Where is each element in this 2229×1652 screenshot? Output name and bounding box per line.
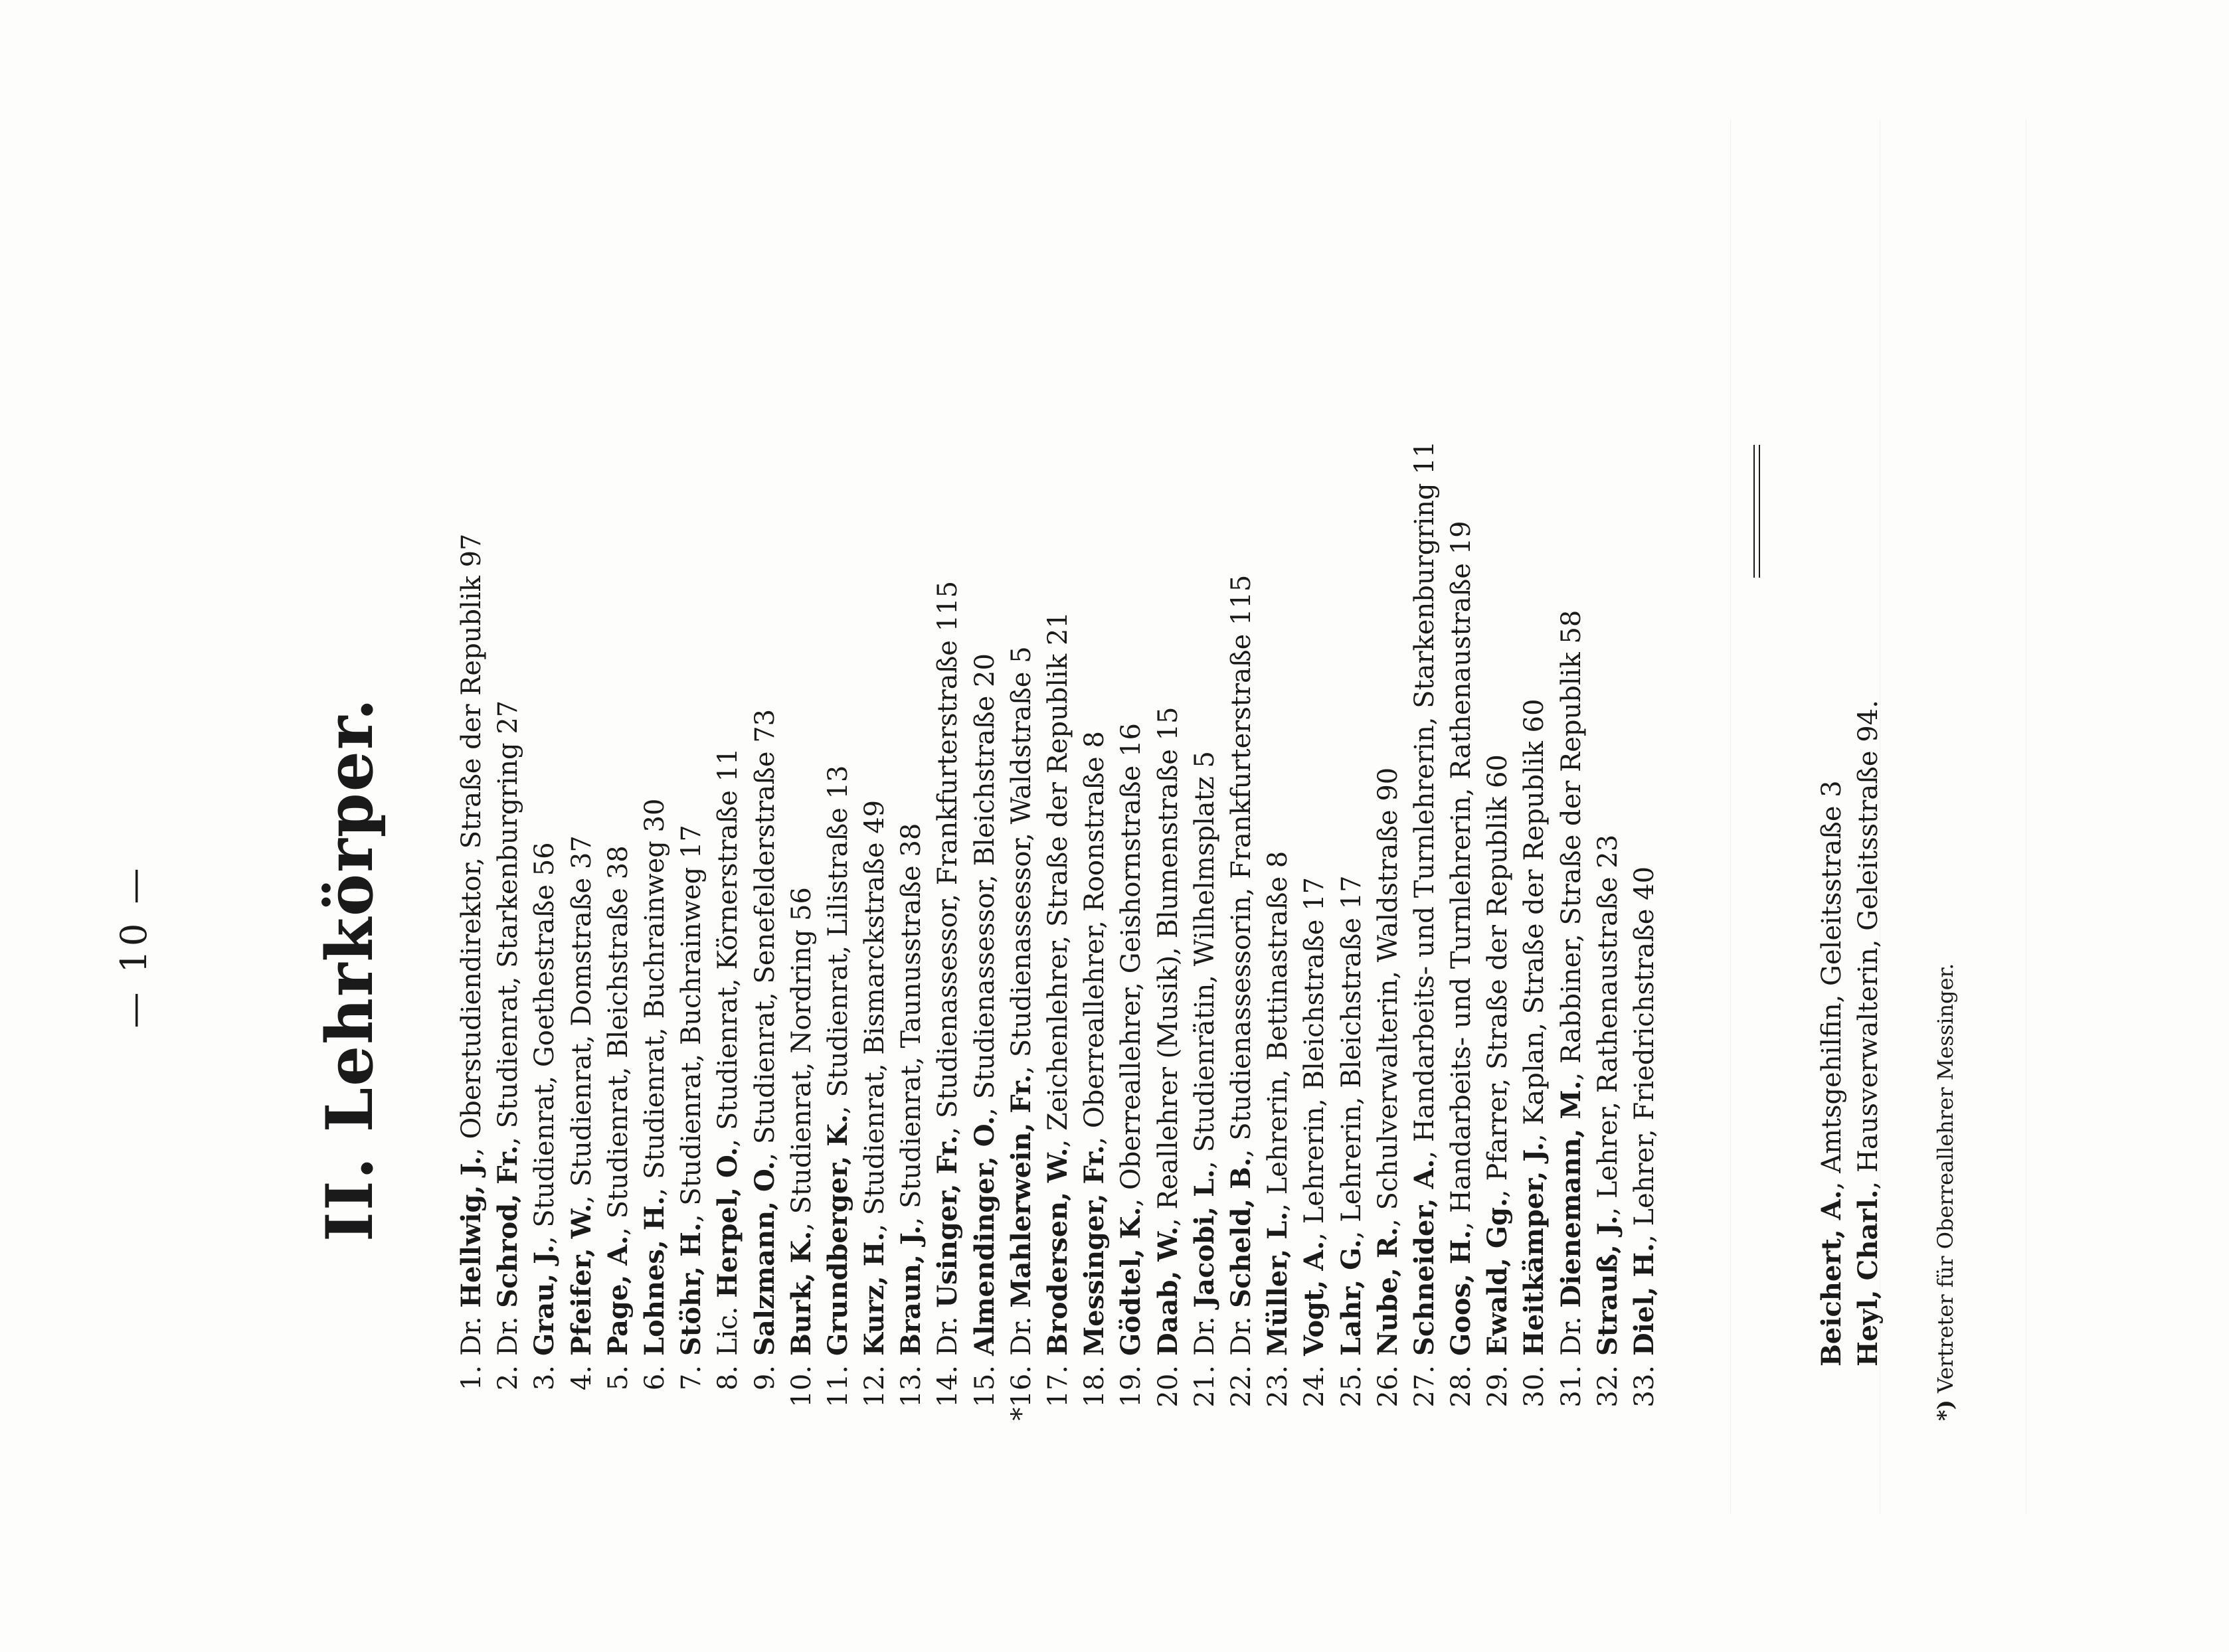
list-item-number: 26. bbox=[1372, 1365, 1403, 1408]
list-item-number: 1. bbox=[456, 1365, 487, 1391]
list-item-details: , Reallehrer (Musik), Blumenstraße 15 bbox=[1152, 706, 1184, 1227]
separator-rule bbox=[1753, 445, 1755, 578]
list-item bbox=[600, 441, 636, 1421]
list-item-number: 13. bbox=[896, 1365, 927, 1408]
extra-staff-list bbox=[1813, 700, 1886, 1366]
list-item-number: 15. bbox=[969, 1365, 1000, 1408]
list-item-name: Nube, R. bbox=[1372, 1226, 1403, 1356]
list-item-name: Lahr, G. bbox=[1335, 1239, 1367, 1356]
list-item bbox=[747, 441, 783, 1421]
list-item-details: , Studienrat, Buchrainweg 17 bbox=[676, 825, 707, 1223]
list-item-number: 28. bbox=[1446, 1365, 1477, 1408]
list-item-number: 23. bbox=[1263, 1365, 1294, 1408]
list-item-name: Hellwig, J. bbox=[456, 1155, 487, 1308]
list-item bbox=[1333, 441, 1370, 1421]
rotated-text-block bbox=[86, 66, 1958, 1594]
list-item-name: Gödtel, K. bbox=[1115, 1206, 1147, 1356]
list-item bbox=[563, 441, 600, 1421]
list-item-name: Burk, K. bbox=[785, 1230, 817, 1356]
list-item-number: 5. bbox=[602, 1365, 634, 1391]
page-number: — 10 — bbox=[113, 864, 155, 1029]
list-item-details: , Amtsgehilfin, Geleitsstraße 3 bbox=[1817, 780, 1847, 1191]
list-item-details: , Studienrat, Buchrainweg 30 bbox=[639, 798, 670, 1197]
list-item-details: , Oberstudiendirektor, Straße der Republik 97 bbox=[456, 533, 487, 1156]
list-item-name: Ewald, Gg. bbox=[1482, 1198, 1514, 1356]
footnote bbox=[1933, 963, 1958, 1421]
list-item bbox=[1259, 441, 1296, 1421]
list-item-title: Dr. bbox=[493, 1316, 524, 1356]
list-item-details: , Hausverwalterin, Geleitsstraße 94. bbox=[1853, 700, 1884, 1190]
list-item-name: Scheld, B. bbox=[1225, 1157, 1257, 1308]
list-item-details: , Studienrat, Körnerstraße 11 bbox=[713, 748, 744, 1147]
list-item bbox=[1076, 441, 1113, 1421]
list-item-name: Müller, L. bbox=[1262, 1211, 1294, 1356]
list-item-details: , Handarbeits- und Turnlehrerin, Starkenburgring 11 bbox=[1409, 440, 1440, 1159]
list-item-details: , Lehrer, Friedrichstraße 40 bbox=[1629, 866, 1660, 1243]
list-item-name: Braun, J. bbox=[895, 1225, 927, 1356]
list-item-number: 3. bbox=[529, 1365, 561, 1391]
list-item-details: , Studienrat, Starkenburgring 27 bbox=[493, 700, 524, 1145]
footnote-mark: *) bbox=[1933, 1400, 1958, 1421]
list-item-name: Grau, J. bbox=[529, 1244, 561, 1356]
list-item bbox=[709, 441, 746, 1421]
list-item-name: Daab, W. bbox=[1152, 1226, 1184, 1356]
list-item-details: , Lehrerin, Bleichstraße 17 bbox=[1336, 875, 1367, 1240]
list-item-number: 32. bbox=[1592, 1365, 1623, 1408]
list-item bbox=[1113, 441, 1149, 1421]
list-item-details: , Kaplan, Straße der Republik 60 bbox=[1519, 699, 1550, 1142]
list-item-number: 30. bbox=[1519, 1365, 1550, 1408]
list-item-name: Pfeifer, W. bbox=[565, 1203, 597, 1356]
list-item-details: , Schulverwalterin, Waldstraße 90 bbox=[1372, 767, 1403, 1227]
list-item-details: , Studienrat, Bleichstraße 38 bbox=[602, 845, 634, 1236]
list-item-number: 14. bbox=[933, 1365, 964, 1408]
list-item-name: Strauß, J. bbox=[1591, 1215, 1623, 1356]
list-item-number: 11. bbox=[822, 1365, 853, 1408]
list-item bbox=[1150, 441, 1186, 1421]
list-item bbox=[1039, 441, 1076, 1421]
list-item-number: 27. bbox=[1409, 1365, 1440, 1408]
list-item-title: Dr. bbox=[1225, 1316, 1257, 1356]
list-item-details: , Studienrat, Nordring 56 bbox=[786, 887, 817, 1231]
list-item-title: Lic. bbox=[713, 1306, 744, 1356]
list-item-details: , Studienassessor, Waldstraße 5 bbox=[1006, 646, 1037, 1074]
list-item-details: , Studienrätin, Wilhelmsplatz 5 bbox=[1189, 751, 1220, 1169]
list-item bbox=[1553, 441, 1589, 1421]
list-item-name: Dienemann, M. bbox=[1555, 1080, 1587, 1308]
section-title: II. Lehrkörper. bbox=[312, 697, 387, 1242]
list-item-name: Brodersen, W. bbox=[1042, 1147, 1073, 1356]
list-item-details: , Studienrat, Domstraße 37 bbox=[566, 835, 597, 1204]
list-item-number: 33. bbox=[1629, 1365, 1660, 1408]
list-item-number: 10. bbox=[786, 1365, 817, 1408]
list-item-number: 21. bbox=[1189, 1365, 1220, 1408]
list-item-number: 8. bbox=[713, 1365, 744, 1391]
list-item bbox=[1296, 441, 1332, 1421]
list-item-details: , Studienassessor, Bleichstraße 20 bbox=[969, 653, 1000, 1116]
list-item-name: Salzmann, O. bbox=[749, 1161, 780, 1356]
list-item-title: Dr. bbox=[1189, 1316, 1220, 1356]
list-item bbox=[453, 441, 490, 1421]
list-item-details: , Studienrat, Goethestraße 56 bbox=[529, 842, 561, 1245]
list-item-number: 12. bbox=[859, 1365, 891, 1408]
list-item-name: Kurz, H. bbox=[859, 1232, 891, 1356]
list-item-name: Grundberger, K. bbox=[822, 1114, 853, 1356]
list-item-number: *16. bbox=[1006, 1365, 1037, 1421]
list-item-number: 19. bbox=[1116, 1365, 1147, 1408]
list-item bbox=[929, 441, 966, 1421]
list-item bbox=[1516, 441, 1552, 1421]
list-item-name: Beichert, A. bbox=[1816, 1190, 1847, 1366]
list-item-name: Messinger, Fr. bbox=[1079, 1145, 1111, 1356]
list-item-details: , Studienrat, Senefelderstraße 73 bbox=[749, 708, 780, 1161]
list-item-name: Jacobi, L. bbox=[1188, 1169, 1220, 1308]
list-item bbox=[966, 441, 1003, 1421]
list-item-details: , Oberreallehrer, Geishornstraße 16 bbox=[1116, 723, 1147, 1207]
list-item-number: 18. bbox=[1079, 1365, 1111, 1408]
list-item bbox=[1626, 441, 1662, 1421]
list-item-name: Lohnes, H. bbox=[638, 1196, 670, 1356]
list-item-details: , Studienrat, Bismarckstraße 49 bbox=[859, 799, 891, 1232]
footnote-text: Vertreter für Oberreallehrer Messinger. bbox=[1933, 963, 1958, 1393]
list-item bbox=[1813, 700, 1850, 1366]
list-item-number: 25. bbox=[1336, 1365, 1367, 1408]
list-item-details: , Lehrerin, Bleichstraße 17 bbox=[1299, 876, 1330, 1241]
list-item bbox=[783, 441, 820, 1421]
list-item-details: , Studienrat, Taunusstraße 38 bbox=[896, 823, 927, 1226]
list-item-number: 24. bbox=[1299, 1365, 1330, 1408]
list-item-name: Goos, H. bbox=[1445, 1230, 1477, 1356]
list-item bbox=[893, 441, 929, 1421]
separator-rule bbox=[1759, 445, 1760, 578]
list-item-number: 17. bbox=[1043, 1365, 1073, 1408]
list-item-number: 22. bbox=[1225, 1365, 1257, 1408]
list-item-details: , Pfarrer, Straße der Republik 60 bbox=[1482, 754, 1514, 1198]
list-item bbox=[636, 441, 673, 1421]
list-item bbox=[490, 441, 526, 1421]
list-item bbox=[1003, 441, 1039, 1421]
list-item bbox=[856, 441, 893, 1421]
list-item-details: , Oberreallehrer, Roonstraße 8 bbox=[1079, 731, 1111, 1145]
list-item bbox=[1186, 441, 1223, 1421]
list-item-number: 31. bbox=[1556, 1365, 1587, 1408]
list-item-title: Dr. bbox=[1006, 1316, 1037, 1356]
list-item-name: Page, A. bbox=[602, 1235, 634, 1356]
list-item-title: Dr. bbox=[1556, 1316, 1587, 1356]
list-item-details: , Zeichenlehrer, Straße der Republik 21 bbox=[1043, 612, 1073, 1148]
list-item-details: , Lehrer, Rathenaustraße 23 bbox=[1592, 834, 1623, 1216]
list-item-details: , Studienassessor, Frankfurterstraße 115 bbox=[933, 580, 964, 1135]
list-item-number: 20. bbox=[1152, 1365, 1184, 1408]
list-item-number: 9. bbox=[749, 1365, 780, 1391]
list-item bbox=[526, 441, 563, 1421]
list-item-title: Dr. bbox=[933, 1316, 964, 1356]
list-item-name: Herpel, O. bbox=[712, 1147, 744, 1298]
list-item-number: 6. bbox=[639, 1365, 670, 1391]
list-item-details: , Lehrerin, Bettinastraße 8 bbox=[1263, 851, 1294, 1212]
list-item-title: Dr. bbox=[456, 1316, 487, 1356]
list-item bbox=[673, 441, 709, 1421]
list-item-name: Heitkämper, J. bbox=[1518, 1141, 1550, 1356]
list-item bbox=[1370, 441, 1406, 1421]
list-item bbox=[1406, 441, 1443, 1421]
list-item bbox=[820, 441, 856, 1421]
list-item-name: Usinger, Fr. bbox=[932, 1135, 964, 1308]
list-item-details: , Studienrat, Lilistraße 13 bbox=[822, 765, 853, 1115]
list-item-number: 4. bbox=[566, 1365, 597, 1391]
list-item-details: , Handarbeits- und Turnlehrerin, Rathenaustraße 19 bbox=[1446, 521, 1477, 1230]
list-item-number: 29. bbox=[1482, 1365, 1514, 1408]
list-item bbox=[1589, 441, 1626, 1421]
list-item-name: Schneider, A. bbox=[1408, 1159, 1440, 1356]
list-item-name: Almendinger, O. bbox=[968, 1115, 1000, 1356]
list-item-details: , Rabbiner, Straße der Republik 58 bbox=[1556, 610, 1587, 1081]
list-item-number: 7. bbox=[676, 1365, 707, 1391]
list-item-details: , Studienassessorin, Frankfurterstraße 115 bbox=[1225, 574, 1257, 1158]
list-item-name: Schrod, Fr. bbox=[492, 1145, 524, 1308]
list-item-name: Stöhr, H. bbox=[675, 1222, 707, 1356]
staff-list bbox=[453, 441, 1662, 1421]
list-item bbox=[1443, 441, 1479, 1421]
list-item-number: 2. bbox=[493, 1365, 524, 1391]
list-item bbox=[1223, 441, 1259, 1421]
list-item-name: Diel, H. bbox=[1629, 1242, 1660, 1356]
list-item-name: Vogt, A. bbox=[1298, 1240, 1330, 1356]
list-item bbox=[1850, 700, 1886, 1366]
list-item-name: Heyl, Charl. bbox=[1852, 1189, 1884, 1366]
list-item bbox=[1479, 441, 1516, 1421]
list-item-name: Mahlerwein, Fr. bbox=[1005, 1074, 1037, 1308]
